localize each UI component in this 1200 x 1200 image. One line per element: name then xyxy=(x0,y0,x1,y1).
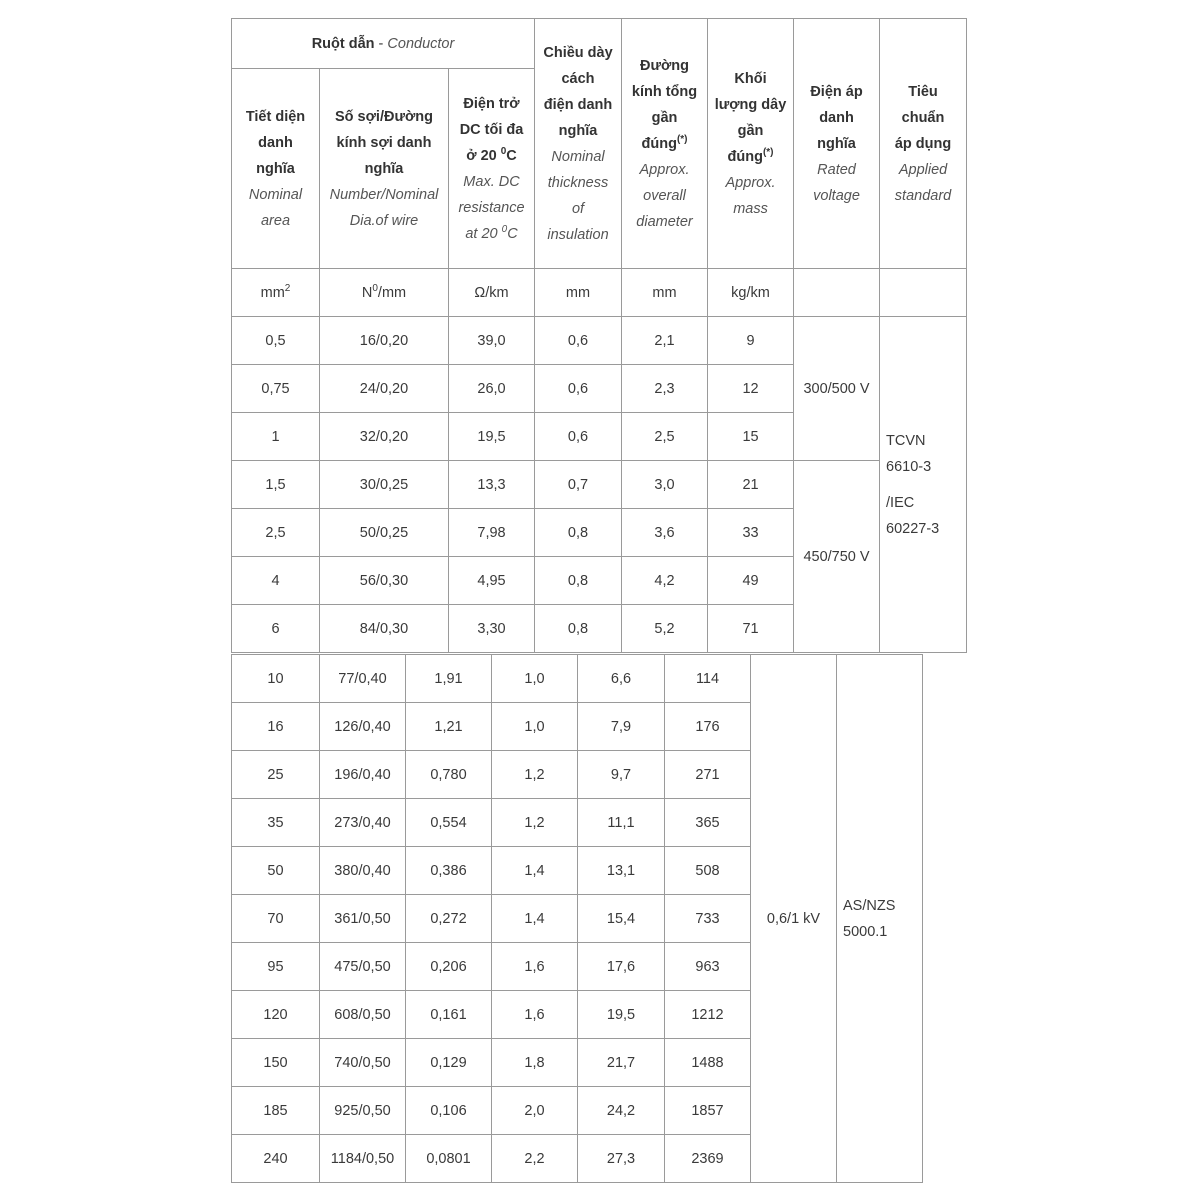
cell-mass: 71 xyxy=(708,605,794,653)
cell-thickness: 2,0 xyxy=(492,1087,578,1135)
voltage-0-6-1kv: 0,6/1 kV xyxy=(751,655,837,1183)
cell-resistance: 0,161 xyxy=(406,991,492,1039)
nominal-area-header: Tiết diện danh nghĩa Nominal area xyxy=(232,69,320,269)
cell-wire: 126/0,40 xyxy=(320,703,406,751)
cell-diameter: 6,6 xyxy=(578,655,665,703)
cell-resistance: 7,98 xyxy=(449,509,535,557)
cell-thickness: 1,6 xyxy=(492,991,578,1039)
cell-thickness: 1,4 xyxy=(492,895,578,943)
cell-diameter: 2,5 xyxy=(622,413,708,461)
cell-area: 0,75 xyxy=(232,365,320,413)
cell-resistance: 0,272 xyxy=(406,895,492,943)
cell-resistance: 0,206 xyxy=(406,943,492,991)
cell-area: 16 xyxy=(232,703,320,751)
unit-diameter: mm xyxy=(622,269,708,317)
cell-area: 1 xyxy=(232,413,320,461)
overall-diameter-header: Đường kính tổng gần đúng(*) Approx. overall diameter xyxy=(622,19,708,269)
cell-wire: 380/0,40 xyxy=(320,847,406,895)
cell-mass: 1857 xyxy=(665,1087,751,1135)
cell-mass: 508 xyxy=(665,847,751,895)
cell-diameter: 9,7 xyxy=(578,751,665,799)
unit-wire: $N^0/mm$ xyxy=(320,269,449,317)
cell-wire: 56/0,30 xyxy=(320,557,449,605)
wire-number-header: Số sợi/Đường kính sợi danh nghĩa Number/Nominal Dia.of wire xyxy=(320,69,449,269)
cell-resistance: 1,91 xyxy=(406,655,492,703)
unit-standard xyxy=(880,269,967,317)
unit-thickness: mm xyxy=(535,269,622,317)
cell-mass: 33 xyxy=(708,509,794,557)
cell-area: 50 xyxy=(232,847,320,895)
cell-diameter: 11,1 xyxy=(578,799,665,847)
cell-resistance: 26,0 xyxy=(449,365,535,413)
cell-mass: 963 xyxy=(665,943,751,991)
cell-wire: 361/0,50 xyxy=(320,895,406,943)
cell-diameter: 2,3 xyxy=(622,365,708,413)
cell-thickness: 1,8 xyxy=(492,1039,578,1087)
voltage-450-750: 450/750 V xyxy=(794,461,880,653)
cell-wire: 32/0,20 xyxy=(320,413,449,461)
cell-thickness: 1,6 xyxy=(492,943,578,991)
unit-voltage xyxy=(794,269,880,317)
cell-resistance: 39,0 xyxy=(449,317,535,365)
cell-resistance: 0,386 xyxy=(406,847,492,895)
cell-mass: 365 xyxy=(665,799,751,847)
cell-resistance: 1,21 xyxy=(406,703,492,751)
cell-diameter: 13,1 xyxy=(578,847,665,895)
cell-wire: 475/0,50 xyxy=(320,943,406,991)
unit-area: $mm^2$ xyxy=(232,269,320,317)
cell-thickness: 1,2 xyxy=(492,799,578,847)
cable-spec-table-lower xyxy=(231,654,923,1183)
cell-diameter: 19,5 xyxy=(578,991,665,1039)
cell-thickness: 0,6 xyxy=(535,317,622,365)
cell-diameter: 4,2 xyxy=(622,557,708,605)
insulation-thickness-header: Chiều dày cách điện danh nghĩa Nominal thickness of insulation xyxy=(535,19,622,269)
table-row xyxy=(232,461,967,509)
rated-voltage-header: Điện áp danh nghĩa Rated voltage xyxy=(794,19,880,269)
cell-wire: 50/0,25 xyxy=(320,509,449,557)
dc-resistance-header: Điện trở DC tối đa ở 20 $^0$C Max. DC resistance at 20 $^0$C xyxy=(449,69,535,269)
cell-area: 120 xyxy=(232,991,320,1039)
cell-area: 150 xyxy=(232,1039,320,1087)
cell-area: 25 xyxy=(232,751,320,799)
cell-resistance: 0,129 xyxy=(406,1039,492,1087)
cell-resistance: 3,30 xyxy=(449,605,535,653)
table-row xyxy=(232,655,923,703)
cell-thickness: 0,8 xyxy=(535,605,622,653)
cell-thickness: 0,6 xyxy=(535,365,622,413)
cell-mass: 271 xyxy=(665,751,751,799)
cell-mass: 1488 xyxy=(665,1039,751,1087)
cell-wire: 608/0,50 xyxy=(320,991,406,1039)
mass-header: Khối lượng dây gần đúng(*) Approx. mass xyxy=(708,19,794,269)
cell-resistance: 19,5 xyxy=(449,413,535,461)
cell-diameter: 5,2 xyxy=(622,605,708,653)
cell-area: 240 xyxy=(232,1135,320,1183)
table-row xyxy=(232,317,967,365)
voltage-300-500: 300/500 V xyxy=(794,317,880,461)
cell-area: 35 xyxy=(232,799,320,847)
cell-mass: 733 xyxy=(665,895,751,943)
cell-thickness: 2,2 xyxy=(492,1135,578,1183)
cell-diameter: 2,1 xyxy=(622,317,708,365)
cell-wire: 16/0,20 xyxy=(320,317,449,365)
cell-thickness: 1,4 xyxy=(492,847,578,895)
cable-spec-table-upper xyxy=(231,18,967,653)
cell-wire: 925/0,50 xyxy=(320,1087,406,1135)
cell-wire: 24/0,20 xyxy=(320,365,449,413)
applied-standard-header: Tiêu chuẩn áp dụng Applied standard xyxy=(880,19,967,269)
cell-diameter: 3,6 xyxy=(622,509,708,557)
units-row xyxy=(232,269,967,317)
cell-diameter: 24,2 xyxy=(578,1087,665,1135)
cell-mass: 1212 xyxy=(665,991,751,1039)
cell-thickness: 0,8 xyxy=(535,509,622,557)
cell-diameter: 27,3 xyxy=(578,1135,665,1183)
cell-thickness: 1,0 xyxy=(492,703,578,751)
cell-resistance: 0,780 xyxy=(406,751,492,799)
unit-resistance: Ω/km xyxy=(449,269,535,317)
cell-thickness: 0,8 xyxy=(535,557,622,605)
cell-mass: 21 xyxy=(708,461,794,509)
cell-mass: 176 xyxy=(665,703,751,751)
cell-diameter: 21,7 xyxy=(578,1039,665,1087)
cell-mass: 114 xyxy=(665,655,751,703)
cell-area: 95 xyxy=(232,943,320,991)
cell-area: 1,5 xyxy=(232,461,320,509)
cell-area: 10 xyxy=(232,655,320,703)
cell-mass: 2369 xyxy=(665,1135,751,1183)
cell-resistance: 0,0801 xyxy=(406,1135,492,1183)
cell-diameter: 3,0 xyxy=(622,461,708,509)
cell-area: 0,5 xyxy=(232,317,320,365)
conductor-group-header: Ruột dẫn - Conductor xyxy=(232,19,535,69)
cell-thickness: 1,2 xyxy=(492,751,578,799)
cell-wire: 77/0,40 xyxy=(320,655,406,703)
unit-mass: kg/km xyxy=(708,269,794,317)
cell-area: 70 xyxy=(232,895,320,943)
cell-wire: 740/0,50 xyxy=(320,1039,406,1087)
cell-mass: 9 xyxy=(708,317,794,365)
cell-area: 4 xyxy=(232,557,320,605)
cell-thickness: 1,0 xyxy=(492,655,578,703)
cell-wire: 273/0,40 xyxy=(320,799,406,847)
cell-wire: 1184/0,50 xyxy=(320,1135,406,1183)
cell-area: 6 xyxy=(232,605,320,653)
cell-thickness: 0,7 xyxy=(535,461,622,509)
cell-resistance: 0,106 xyxy=(406,1087,492,1135)
cell-area: 2,5 xyxy=(232,509,320,557)
standard-tcvn-iec: TCVN 6610-3 /IEC 60227-3 xyxy=(880,317,967,653)
cell-thickness: 0,6 xyxy=(535,413,622,461)
cell-mass: 49 xyxy=(708,557,794,605)
cell-resistance: 4,95 xyxy=(449,557,535,605)
cell-mass: 15 xyxy=(708,413,794,461)
cell-diameter: 15,4 xyxy=(578,895,665,943)
cell-wire: 84/0,30 xyxy=(320,605,449,653)
cell-resistance: 13,3 xyxy=(449,461,535,509)
standard-as-nzs: AS/NZS 5000.1 xyxy=(837,655,923,1183)
cell-resistance: 0,554 xyxy=(406,799,492,847)
cell-wire: 196/0,40 xyxy=(320,751,406,799)
cell-wire: 30/0,25 xyxy=(320,461,449,509)
cell-diameter: 17,6 xyxy=(578,943,665,991)
cell-mass: 12 xyxy=(708,365,794,413)
cell-diameter: 7,9 xyxy=(578,703,665,751)
cell-area: 185 xyxy=(232,1087,320,1135)
